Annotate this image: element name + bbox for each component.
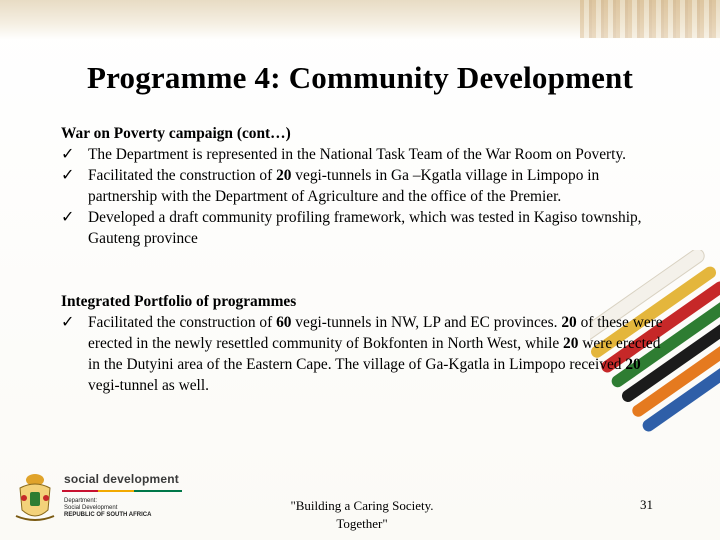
logo-line-2: Social Development [64,505,118,511]
bullet-number: 60 [276,314,292,331]
check-icon: ✓ [61,146,75,163]
bullet-number: 20 [276,167,292,184]
slogan-line-2: Together" [336,516,388,531]
logo-subtitle [64,498,151,519]
bullet-item [61,144,671,165]
check-icon: ✓ [61,314,75,331]
bullet-number: 20 [563,335,579,352]
department-logo [10,466,190,530]
slogan-line-1: "Building a Caring Society. [290,498,434,513]
bullet-text: Facilitated the construction of [88,314,277,331]
bullet-text: were erected in the Dutyini area of the Eastern Cape. The village of Ga-Kgatla in Limpopo received [88,335,661,373]
slide-content [61,123,671,396]
check-icon: ✓ [61,167,75,184]
bullet-text: The Department is represented in the National Task Team of the War Room on Poverty. [88,146,626,163]
footer-slogan [262,497,462,533]
bullet-text: vegi-tunnels in Ga –Kgatla village in Limpopo in partnership with the Department of Agriculture and the office of the Premier. [88,167,600,205]
slide-title: Programme 4: Community Development [86,60,634,95]
top-pattern-stripe [580,0,720,38]
section-heading-integrated-portfolio: Integrated Portfolio of programmes [61,293,297,310]
logo-name: social development [64,472,179,486]
bullet-item [61,312,671,396]
bullet-text: vegi-tunnel as well. [88,377,209,394]
logo-line-3: REPUBLIC OF SOUTH AFRICA [64,512,152,518]
bullet-text: vegi-tunnels in NW, LP and EC provinces. [291,314,562,331]
coat-of-arms-icon [12,470,58,524]
bullet-text: Developed a draft community profiling framework, which was tested in Kagiso township, Gauteng province [88,209,642,247]
bullet-text: Facilitated the construction of [88,167,277,184]
bullet-item [61,165,671,207]
bullet-list-war-on-poverty [61,144,671,249]
section-spacer [61,270,671,291]
logo-line-1: Department: [64,498,98,504]
bullet-item [61,207,671,249]
check-icon: ✓ [61,209,75,226]
logo-color-line [62,490,182,492]
section-spacer [61,249,671,270]
bullet-number: 20 [625,356,641,373]
section-heading-war-on-poverty: War on Poverty campaign (cont…) [61,125,291,142]
bullet-number: 20 [561,314,577,331]
bullet-list-integrated-portfolio [61,312,671,396]
bullet-text: of these were erected in the newly resettled community of Bokfonten in North West, while [88,314,663,352]
page-number: 31 [640,497,653,512]
